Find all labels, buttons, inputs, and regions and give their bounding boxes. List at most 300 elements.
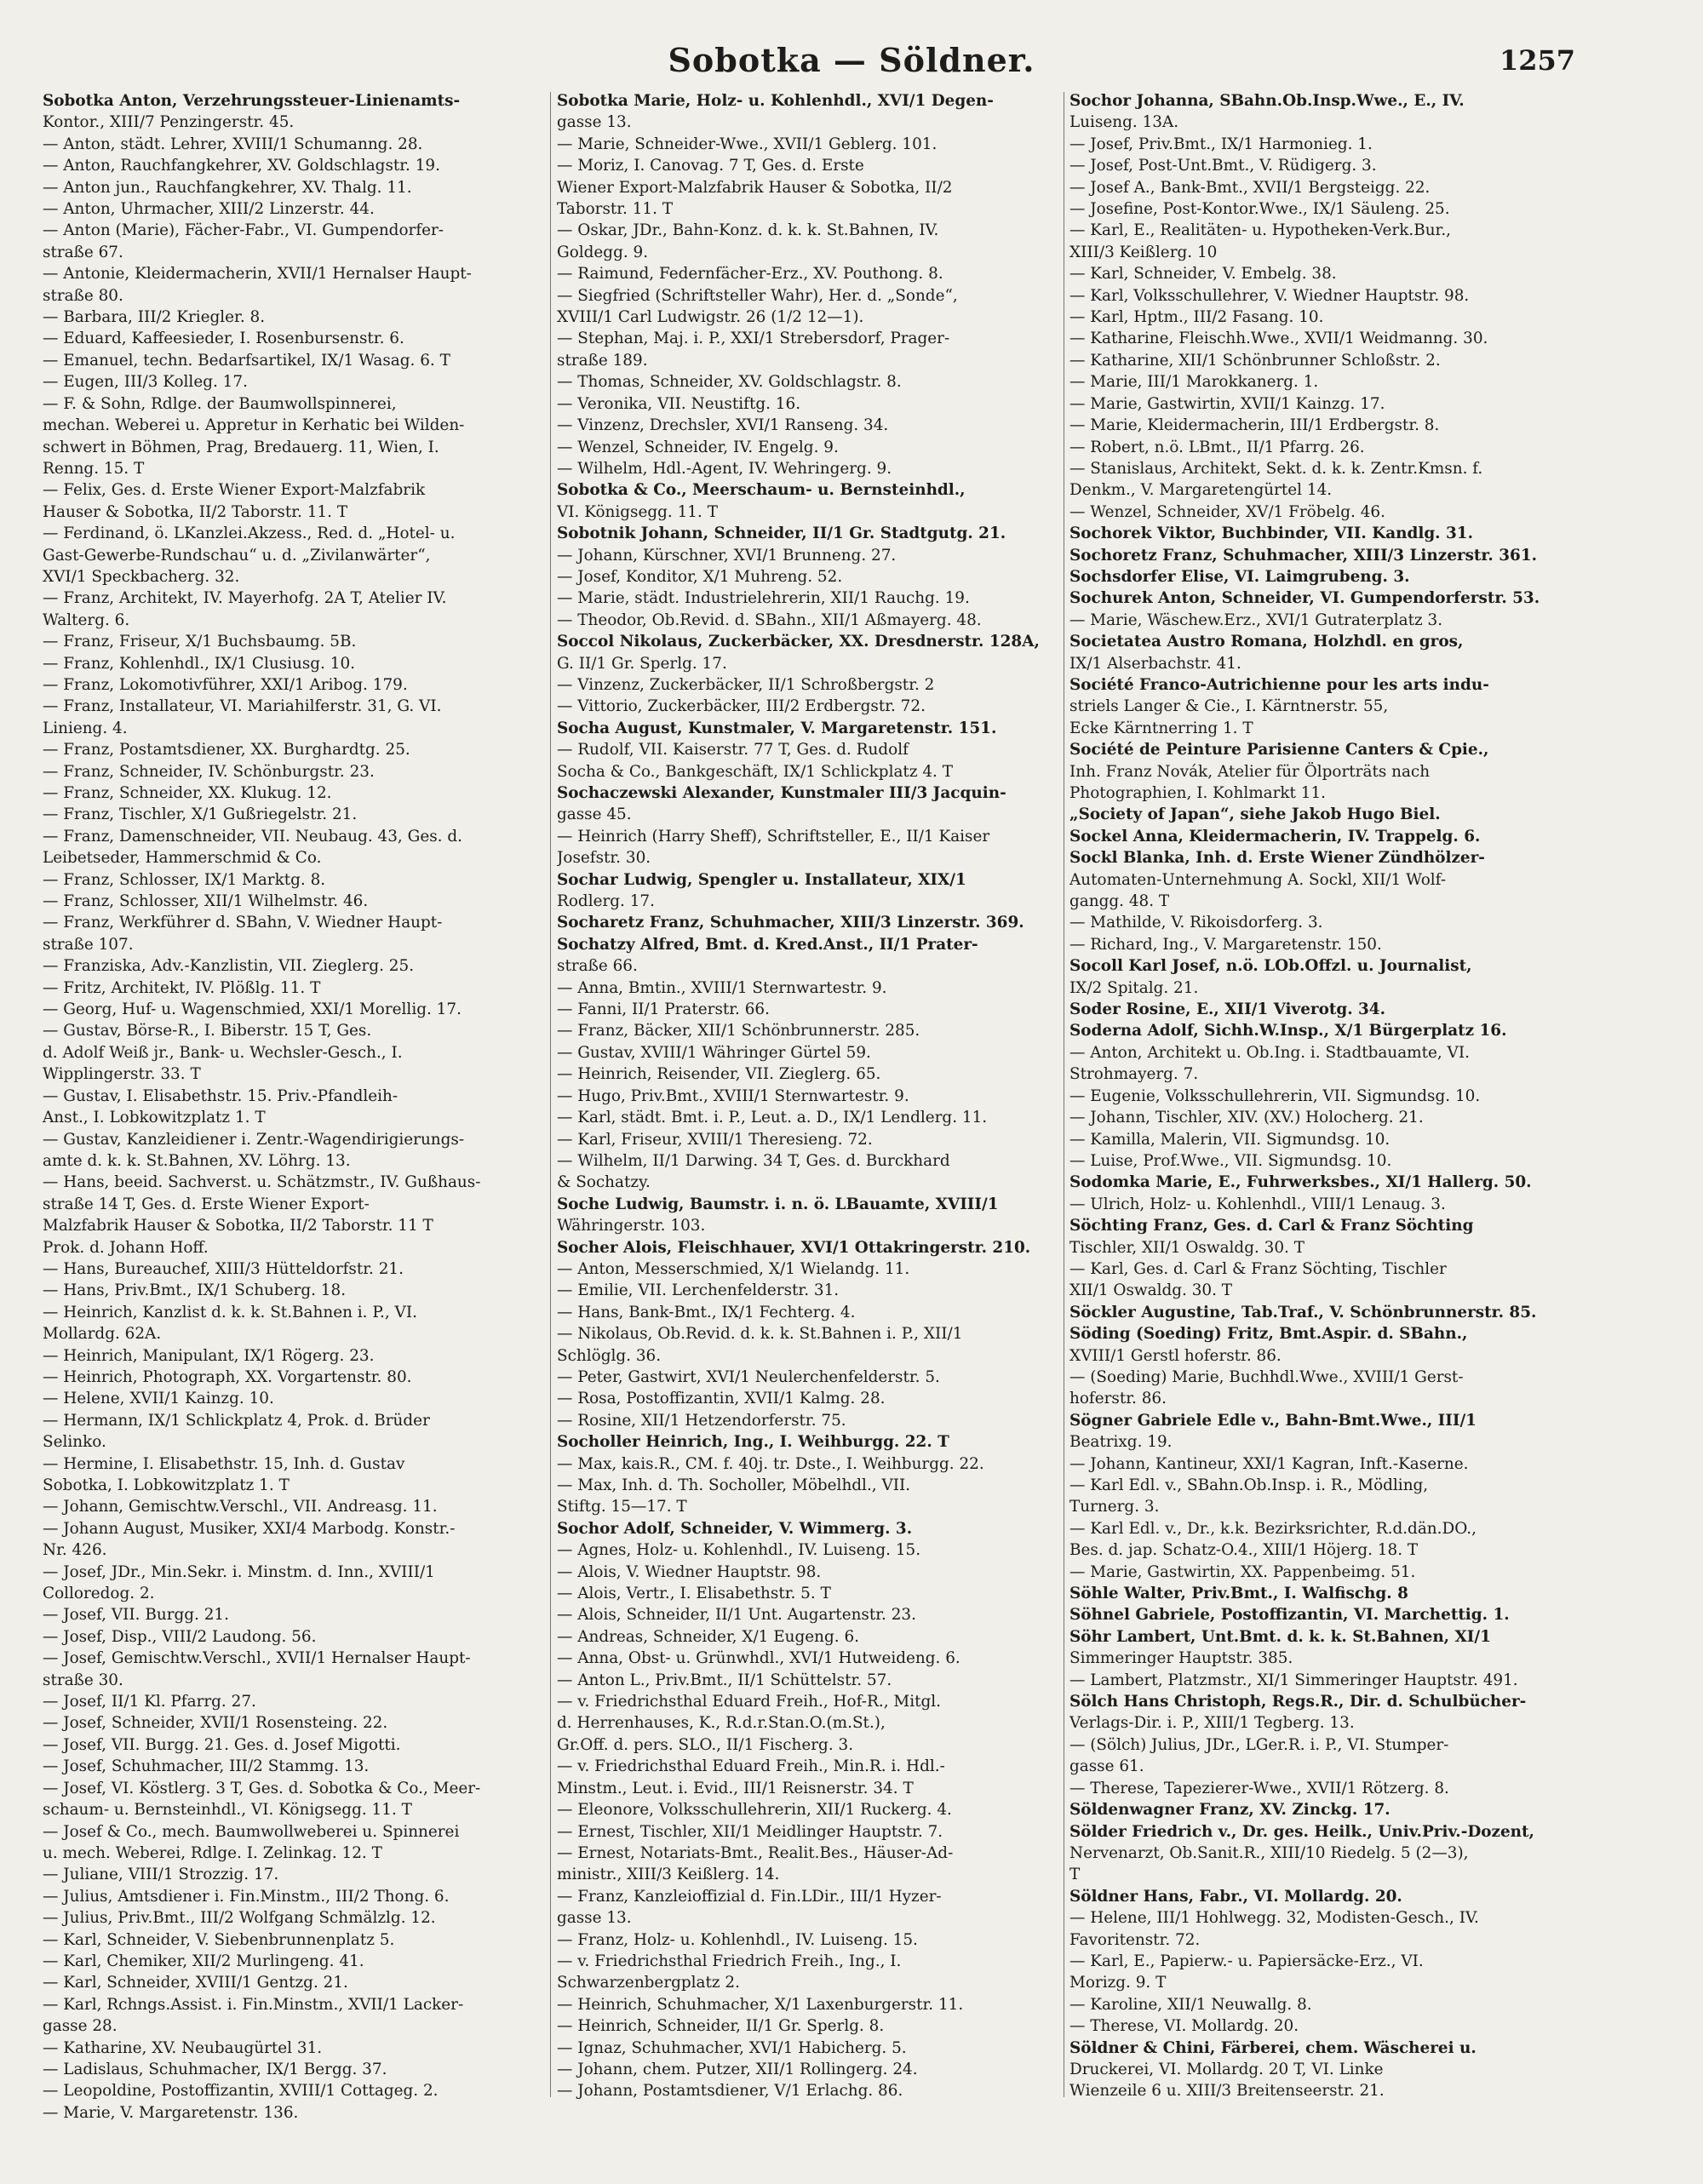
directory-entry	[557, 1302, 1061, 1323]
entry-line: — Katharine, XII/1 Schönbrunner Schloßstr. 2.	[1069, 351, 1441, 370]
entry-line: Sodomka Marie, E., Fuhrwerksbes., XI/1 Hallerg. 50.	[1069, 1173, 1532, 1192]
entry-line: Sobotnik Johann, Schneider, II/1 Gr. Stadtgutg. 21.	[557, 525, 1006, 543]
entry-line: Denkm., V. Margaretengürtel 14.	[1069, 481, 1333, 500]
directory-entry	[43, 177, 547, 198]
directory-entry	[557, 674, 1061, 696]
entry-line: Luiseng. 13A.	[1069, 113, 1179, 132]
entry-line: — Karl, Schneider, V. Siebenbrunnenplatz 5.	[43, 1930, 395, 1949]
directory-entry	[557, 328, 1061, 371]
directory-entry	[557, 1323, 1061, 1367]
directory-entry	[1069, 999, 1574, 1020]
entry-line: — Franz, Schneider, IV. Schönburgstr. 23.	[43, 762, 375, 781]
entry-line: XVI/1 Speckbacherg. 32.	[43, 567, 240, 586]
entry-line: — Emanuel, techn. Bedarfsartikel, IX/1 Wasag. 6. T	[43, 351, 450, 370]
entry-line: — Karl, Rchngs.Assist. i. Fin.Minstm., XVII/1 Lacker-	[43, 1995, 464, 2014]
directory-entry	[557, 479, 1061, 523]
entry-line: — Kamilla, Malerin, VII. Sigmundsg. 10.	[1069, 1130, 1390, 1149]
directory-entry	[1069, 307, 1574, 328]
entry-line: Société Franco-Autrichienne pour les arts indu-	[1069, 675, 1489, 694]
entry-line: — Julius, Priv.Bmt., III/2 Wolfgang Schmälzlg. 12.	[43, 1909, 436, 1928]
entry-line: — Siegfried (Schriftsteller Wahr), Her. d. „Sonde“,	[557, 286, 958, 305]
entry-line: gasse 13.	[557, 1909, 632, 1928]
directory-entry	[1069, 1215, 1574, 1258]
directory-entry	[1069, 134, 1574, 155]
entry-line: — Franz, Architekt, IV. Mayerhofg. 2A T, Atelier IV.	[43, 589, 447, 608]
entry-line: — Anton, Architekt u. Ob.Ing. i. Stadtbauamte, VI.	[1069, 1043, 1470, 1062]
entry-line: Societatea Austro Romana, Holzhdl. en gros,	[1069, 633, 1464, 651]
directory-entry	[1069, 1410, 1574, 1453]
directory-entry	[557, 523, 1061, 544]
directory-column-2	[557, 90, 1061, 2102]
directory-entry	[43, 1258, 547, 1280]
directory-entry	[557, 782, 1061, 826]
entry-line: T	[1069, 1866, 1081, 1884]
directory-entry	[1069, 1562, 1574, 1583]
entry-line: — Rosine, XII/1 Hetzendorferstr. 75.	[557, 1411, 846, 1430]
directory-entry	[1069, 1734, 1574, 1778]
entry-line: — Alois, Vertr., I. Elisabethstr. 5. T	[557, 1585, 831, 1603]
entry-line: — Eduard, Kaffeesieder, I. Rosenbursenstr. 6.	[43, 330, 404, 348]
entry-line: — Ernest, Tischler, XII/1 Meidlinger Hauptstr. 7.	[557, 1822, 943, 1841]
directory-entry	[557, 2038, 1061, 2059]
directory-entry	[43, 739, 547, 760]
directory-entry	[43, 479, 547, 523]
entry-line: Beatrixg. 19.	[1069, 1433, 1173, 1452]
entry-line: Selinko.	[43, 1433, 106, 1452]
entry-line: — Richard, Ing., V. Margaretenstr. 150.	[1069, 935, 1382, 954]
entry-line: Ecke Kärntnerring 1. T	[1069, 719, 1253, 737]
entry-line: IX/2 Spitalg. 21.	[1069, 978, 1199, 997]
directory-entry	[557, 1367, 1061, 1388]
directory-entry	[43, 1994, 547, 2038]
entry-line: Sochurek Anton, Schneider, VI. Gumpendorferstr. 53.	[1069, 589, 1540, 608]
directory-entry	[43, 1648, 547, 1691]
column-divider	[550, 92, 551, 2097]
directory-entry	[43, 1086, 547, 1129]
directory-entry	[43, 1172, 547, 1258]
entry-line: — Franz, Friseur, X/1 Buchsbaumg. 5B.	[43, 633, 357, 651]
entry-line: — Franz, Damenschneider, VII. Neubaug. 43, Ges. d.	[43, 827, 462, 846]
entry-line: — Hans, Bank-Bmt., IX/1 Fechterg. 4.	[557, 1303, 856, 1321]
entry-line: gasse 13.	[557, 113, 632, 132]
entry-line: XII/1 Oswaldg. 30. T	[1069, 1281, 1233, 1300]
entry-line: gangg. 48. T	[1069, 892, 1170, 911]
entry-line: gasse 61.	[1069, 1757, 1144, 1776]
directory-entry	[557, 1129, 1061, 1150]
entry-line: Leibetseder, Hammerschmid & Co.	[43, 849, 322, 868]
directory-entry	[43, 1280, 547, 1301]
entry-line: — Karl, Schneider, XVIII/1 Gentzg. 21.	[43, 1974, 348, 1992]
entry-line: Wiener Export-Malzfabrik Hauser & Sobotka, II/2	[557, 178, 953, 197]
directory-entry	[557, 1237, 1061, 1258]
entry-line: — Peter, Gastwirt, XVI/1 Neulerchenfelderstr. 5.	[557, 1367, 940, 1386]
entry-line: — Karl, Volksschullehrer, V. Wiedner Hauptstr. 98.	[1069, 286, 1470, 305]
directory-entry	[557, 1539, 1061, 1561]
directory-entry	[1069, 1670, 1574, 1691]
entry-line: — Karoline, XII/1 Neuwallg. 8.	[1069, 1995, 1312, 2014]
entry-line: — Rudolf, VII. Kaiserstr. 77 T, Ges. d. Rudolf	[557, 741, 909, 760]
entry-line: — Rosa, Postoffizantin, XVII/1 Kalmg. 28.	[557, 1390, 886, 1408]
entry-line: — v. Friedrichsthal Eduard Freih., Hof-R., Mitgl.	[557, 1693, 941, 1711]
entry-line: — Josef, II/1 Kl. Pfarrg. 27.	[43, 1693, 256, 1711]
directory-entry	[43, 1302, 547, 1345]
entry-line: Kontor., XIII/7 Penzingerstr. 45.	[43, 113, 295, 132]
entry-line: Malzfabrik Hauser & Sobotka, II/2 Taborstr. 11 T	[43, 1217, 433, 1235]
entry-line: Société de Peinture Parisienne Canters & Cpie.,	[1069, 741, 1489, 760]
directory-entry	[1069, 1453, 1574, 1475]
entry-line: — Vinzenz, Zuckerbäcker, II/1 Schroßbergstr. 2	[557, 675, 935, 694]
directory-entry	[43, 1345, 547, 1367]
directory-entry	[43, 869, 547, 891]
entry-line: — Johann August, Musiker, XXI/4 Marbodg. Konstr.-	[43, 1519, 456, 1538]
directory-entry	[1069, 1194, 1574, 1215]
entry-line: — Max, Inh. d. Th. Socholler, Möbelhdl., VII.	[557, 1476, 911, 1494]
entry-line: — Hermann, IX/1 Schlickplatz 4, Prok. d. Brüder	[43, 1411, 430, 1430]
entry-line: — Karl, E., Realitäten- u. Hypotheken-Verk.Bur.,	[1069, 221, 1452, 240]
entry-line: u. mech. Weberei, Rdlge. I. Zelinkag. 12. T	[43, 1843, 382, 1862]
directory-entry	[43, 674, 547, 696]
entry-line: — Robert, n.ö. LBmt., II/1 Pfarrg. 26.	[1069, 438, 1365, 456]
directory-entry	[43, 1626, 547, 1648]
entry-line: — Anton jun., Rauchfangkehrer, XV. Thalg. 11.	[43, 178, 412, 197]
entry-line: — Wilhelm, Hdl.-Agent, IV. Wehringerg. 9.	[557, 459, 892, 478]
directory-entry	[43, 523, 547, 588]
directory-entry	[1069, 739, 1574, 804]
directory-entry	[1069, 1583, 1574, 1604]
entry-line: VI. Königsegg. 11. T	[557, 502, 718, 521]
entry-line: Sochor Johanna, SBahn.Ob.Insp.Wwe., E., IV.	[1069, 92, 1465, 110]
entry-line: — (Soeding) Marie, Buchhdl.Wwe., XVIII/1 Gerst-	[1069, 1367, 1464, 1386]
entry-line: — Anton (Marie), Fächer-Fabr., VI. Gumpendorfer-	[43, 221, 444, 240]
entry-line: — Heinrich, Kanzlist d. k. k. St.Bahnen i. P., VI.	[43, 1303, 417, 1321]
directory-entry	[557, 1388, 1061, 1409]
entry-line: — Lambert, Platzmstr., XI/1 Simmeringer Hauptstr. 491.	[1069, 1671, 1518, 1689]
directory-entry	[557, 1929, 1061, 1951]
entry-line: Söhnel Gabriele, Postoffizantin, VI. Marchettig. 1.	[1069, 1606, 1510, 1625]
directory-entry	[43, 804, 547, 825]
entry-line: Morizg. 9. T	[1069, 1974, 1167, 1992]
entry-line: Strohmayerg. 7.	[1069, 1065, 1199, 1084]
directory-entry	[1069, 566, 1574, 588]
entry-line: — Josef, Schuhmacher, III/2 Stammg. 13.	[43, 1757, 370, 1776]
directory-entry	[1069, 826, 1574, 847]
directory-entry	[557, 1150, 1061, 1194]
entry-line: Sobotka Marie, Holz- u. Kohlenhdl., XVI/1 Degen-	[557, 92, 994, 110]
directory-entry	[557, 912, 1061, 933]
directory-entry	[1069, 1172, 1574, 1193]
directory-entry	[557, 1086, 1061, 1107]
entry-line: Währingerstr. 103.	[557, 1217, 706, 1235]
entry-line: — Moriz, I. Canovag. 7 T, Ges. d. Erste	[557, 157, 864, 175]
entry-line: — v. Friedrichsthal Eduard Freih., Min.R. i. Hdl.-	[557, 1757, 945, 1776]
directory-entry	[1069, 1951, 1574, 1994]
directory-entry	[1069, 1799, 1574, 1820]
directory-entry	[557, 458, 1061, 479]
directory-entry	[557, 1518, 1061, 1539]
entry-line: — Franz, Schlosser, XII/1 Wilhelmstr. 46.	[43, 892, 369, 911]
directory-entry	[1069, 1691, 1574, 1734]
entry-line: — Karl, Schneider, V. Embelg. 38.	[1069, 265, 1337, 284]
directory-entry	[1069, 220, 1574, 263]
entry-line: — Josef, Konditor, X/1 Muhreng. 52.	[557, 567, 843, 586]
entry-line: Söldner Hans, Fabr., VI. Mollardg. 20.	[1069, 1887, 1402, 1906]
directory-entry	[1069, 177, 1574, 198]
entry-line: — Franz, Schlosser, IX/1 Marktg. 8.	[43, 870, 326, 889]
directory-entry	[43, 1691, 547, 1712]
entry-line: — Fanni, II/1 Praterstr. 66.	[557, 1000, 770, 1019]
entry-line: Socha August, Kunstmaler, V. Margaretenstr. 151.	[557, 719, 997, 737]
directory-entry	[43, 90, 547, 134]
directory-entry	[43, 696, 547, 739]
directory-entry	[557, 1843, 1061, 1886]
directory-entry	[43, 955, 547, 977]
entry-line: — Josef, JDr., Min.Sekr. i. Minstm. d. Inn., XVIII/1	[43, 1562, 435, 1581]
entry-line: — Marie, III/1 Marokkanerg. 1.	[1069, 373, 1319, 392]
directory-entry	[557, 263, 1061, 284]
directory-entry	[43, 371, 547, 393]
entry-line: Tischler, XII/1 Oswaldg. 30. T	[1069, 1238, 1305, 1257]
directory-entry	[557, 1410, 1061, 1431]
entry-line: Josefstr. 30.	[557, 849, 651, 868]
directory-entry	[557, 1886, 1061, 1929]
entry-line: — Franz, Schneider, XX. Klukug. 12.	[43, 784, 332, 802]
entry-line: — Heinrich, Photograph, XX. Vorgartenstr. 80.	[43, 1367, 412, 1386]
entry-line: Sockl Blanka, Inh. d. Erste Wiener Zündhölzer-	[1069, 849, 1485, 868]
directory-entry	[557, 1431, 1061, 1453]
directory-entry	[557, 1951, 1061, 1994]
entry-line: — Josef, VII. Burgg. 21.	[43, 1606, 229, 1625]
directory-entry	[43, 588, 547, 631]
directory-entry	[43, 1821, 547, 1865]
entry-line: amte d. k. k. St.Bahnen, XV. Löhrg. 13.	[43, 1151, 351, 1170]
directory-entry	[557, 155, 1061, 220]
directory-entry	[43, 1367, 547, 1388]
directory-entry	[1069, 610, 1574, 631]
entry-line: — Mathilde, V. Rikoisdorferg. 3.	[1069, 914, 1323, 932]
page-header	[0, 41, 1703, 92]
directory-entry	[1069, 1778, 1574, 1799]
entry-line: Favoritenstr. 72.	[1069, 1930, 1201, 1949]
entry-line: Anst., I. Lobkowitzplatz 1. T	[43, 1109, 266, 1127]
entry-line: — Alois, Schneider, II/1 Unt. Augartenstr. 23.	[557, 1606, 916, 1625]
entry-line: Turnerg. 3.	[1069, 1498, 1160, 1516]
directory-entry	[43, 1712, 547, 1734]
entry-line: Taborstr. 11. T	[557, 200, 674, 219]
entry-line: XIII/3 Keißlerg. 10	[1069, 243, 1218, 261]
directory-entry	[1069, 631, 1574, 674]
entry-line: Söchting Franz, Ges. d. Carl & Franz Söchting	[1069, 1217, 1474, 1235]
directory-entry	[557, 220, 1061, 263]
entry-line: Goldegg. 9.	[557, 243, 649, 261]
entry-line: — Josef, Gemischtw.Verschl., XVII/1 Hernalser Haupt-	[43, 1649, 471, 1668]
entry-line: — Marie, Gastwirtin, XVII/1 Kainzg. 17.	[1069, 394, 1385, 413]
directory-entry	[557, 826, 1061, 869]
directory-entry	[557, 977, 1061, 999]
directory-entry	[43, 263, 547, 307]
entry-line: — Georg, Huf- u. Wagenschmied, XXI/1 Morellig. 17.	[43, 1000, 462, 1019]
entry-line: — Franz, Holz- u. Kohlenhdl., IV. Luiseng. 15.	[557, 1930, 918, 1949]
directory-entry	[557, 90, 1061, 134]
entry-line: d. Adolf Weiß jr., Bank- u. Wechsler-Gesch., I.	[43, 1043, 403, 1062]
entry-line: Hauser & Sobotka, II/2 Taborstr. 11. T	[43, 502, 348, 521]
entry-line: — Johann, chem. Putzer, XII/1 Rollingerg. 24.	[557, 2060, 918, 2078]
directory-entry	[43, 1518, 547, 1562]
directory-entry	[43, 1604, 547, 1625]
entry-line: — Wenzel, Schneider, IV. Engelg. 9.	[557, 438, 839, 456]
entry-line: — Anton, Messerschmied, X/1 Wielandg. 11.	[557, 1259, 910, 1278]
directory-entry	[1069, 912, 1574, 933]
entry-line: — Josef, VI. Köstlerg. 3 T, Ges. d. Sobotka & Co., Meer-	[43, 1779, 481, 1797]
directory-entry	[557, 1604, 1061, 1625]
entry-line: — Karl, Hptm., III/2 Fasang. 10.	[1069, 308, 1324, 327]
entry-line: — Franz, Postamtsdiener, XX. Burghardtg. 25.	[43, 741, 410, 760]
directory-entry	[1069, 847, 1574, 912]
entry-line: — Alois, V. Wiedner Hauptstr. 98.	[557, 1562, 822, 1581]
entry-line: — Franz, Kanzleioffizial d. Fin.LDir., III/1 Hyzer-	[557, 1887, 942, 1906]
directory-entry	[1069, 1367, 1574, 1410]
directory-entry	[557, 588, 1061, 609]
entry-line: — Josef, Disp., VIII/2 Laudong. 56.	[43, 1627, 317, 1646]
directory-entry	[1069, 1086, 1574, 1107]
entry-line: — Antonie, Kleidermacherin, XVII/1 Hernalser Haupt-	[43, 265, 472, 284]
entry-line: Sögner Gabriele Edle v., Bahn-Bmt.Wwe., III/1	[1069, 1411, 1477, 1430]
entry-line: — Agnes, Holz- u. Kohlenhdl., IV. Luiseng. 15.	[557, 1541, 921, 1560]
entry-line: — Franziska, Adv.-Kanzlistin, VII. Zieglerg. 25.	[43, 957, 415, 976]
entry-line: Schwarzenbergplatz 2.	[557, 1974, 740, 1992]
directory-entry	[43, 826, 547, 869]
entry-line: — Hermine, I. Elisabethstr. 15, Inh. d. Gustav	[43, 1454, 405, 1473]
entry-line: Nr. 426.	[43, 1541, 107, 1560]
entry-line: Sölch Hans Christoph, Regs.R., Dir. d. Schulbücher-	[1069, 1693, 1527, 1711]
entry-line: — Barbara, III/2 Kriegler. 8.	[43, 308, 266, 327]
entry-line: — Helene, XVII/1 Kainzg. 10.	[43, 1390, 274, 1408]
entry-line: Automaten-Unternehmung A. Sockl, XII/1 Wolf-	[1069, 870, 1447, 889]
directory-entry	[557, 1453, 1061, 1475]
entry-line: — Wenzel, Schneider, XV/1 Fröbelg. 46.	[1069, 502, 1385, 521]
entry-line: — Marie, Gastwirtin, XX. Pappenbeimg. 51.	[1069, 1562, 1416, 1581]
entry-line: striels Langer & Cie., I. Kärntnerstr. 55,	[1069, 697, 1389, 716]
entry-line: hoferstr. 86.	[1069, 1390, 1167, 1408]
entry-line: — Fritz, Architekt, IV. Plößlg. 11. T	[43, 978, 321, 997]
directory-entry	[557, 1020, 1061, 1041]
entry-line: — Johann, Kürschner, XVI/1 Brunneng. 27.	[557, 546, 897, 565]
directory-entry	[557, 2015, 1061, 2037]
entry-line: — Anton L., Priv.Bmt., II/1 Schüttelstr. 57.	[557, 1671, 892, 1689]
entry-line: Socoll Karl Josef, n.ö. LOb.Offzl. u. Journalist,	[1069, 957, 1472, 976]
entry-line: — F. & Sohn, Rdlge. der Baumwollspinnerei,	[43, 394, 397, 413]
directory-entry	[557, 415, 1061, 436]
directory-entry	[557, 631, 1061, 674]
directory-entry	[1069, 804, 1574, 825]
entry-line: Sölder Friedrich v., Dr. ges. Heilk., Univ.Priv.-Dozent,	[1069, 1822, 1534, 1841]
directory-entry	[1069, 545, 1574, 566]
directory-entry	[1069, 1604, 1574, 1625]
entry-line: gasse 28.	[43, 2017, 118, 2036]
entry-line: Söding (Soeding) Fritz, Bmt.Aspir. d. SBahn.,	[1069, 1325, 1468, 1344]
entry-line: — Franz, Lokomotivführer, XXI/1 Aribog. 179.	[43, 675, 408, 694]
entry-line: — Wilhelm, II/1 Darwing. 34 T, Ges. d. Burckhard	[557, 1151, 950, 1170]
directory-entry	[43, 2059, 547, 2080]
entry-line: — Josef, Priv.Bmt., IX/1 Harmonieg. 1.	[1069, 135, 1373, 153]
directory-entry	[557, 869, 1061, 913]
directory-entry	[557, 739, 1061, 782]
entry-line: — Josef, Schneider, XVII/1 Rosensteing. 22.	[43, 1714, 388, 1733]
entry-line: Söhr Lambert, Unt.Bmt. d. k. k. St.Bahnen, XI/1	[1069, 1627, 1491, 1646]
directory-entry	[557, 1258, 1061, 1280]
entry-line: — Josef & Co., mech. Baumwollweberei u. Spinnerei	[43, 1822, 460, 1841]
directory-entry	[557, 718, 1061, 739]
entry-line: — Heinrich, Manipulant, IX/1 Rögerg. 23.	[43, 1346, 375, 1365]
entry-line: — Karl Edl. v., SBahn.Ob.Insp. i. R., Mödling,	[1069, 1476, 1429, 1494]
entry-line: & Sochatzy.	[557, 1173, 651, 1192]
entry-line: — Ernest, Notariats-Bmt., Realit.Bes., Häuser-Ad-	[557, 1843, 954, 1862]
directory-entry	[557, 999, 1061, 1020]
directory-entry	[1069, 1323, 1574, 1367]
directory-entry	[43, 1734, 547, 1756]
entry-line: — Julius, Amtsdiener i. Fin.Minstm., III/2 Thong. 6.	[43, 1887, 450, 1906]
entry-line: Wipplingerstr. 33. T	[43, 1065, 201, 1084]
entry-line: straße 30.	[43, 1671, 123, 1689]
entry-line: Sochor Adolf, Schneider, V. Wimmerg. 3.	[557, 1519, 913, 1538]
entry-line: — Anton, städt. Lehrer, XVIII/1 Schumanng. 28.	[43, 135, 423, 153]
entry-line: ministr., XIII/3 Keißlerg. 14.	[557, 1866, 780, 1884]
directory-entry	[557, 934, 1061, 977]
entry-line: — Eugen, III/3 Kolleg. 17.	[43, 373, 248, 392]
entry-line: — Hugo, Priv.Bmt., XVIII/1 Sternwartestr. 9.	[557, 1086, 909, 1105]
directory-entry	[43, 891, 547, 912]
entry-line: Walterg. 6.	[43, 610, 130, 629]
entry-line: — Hans, Priv.Bmt., IX/1 Schuberg. 18.	[43, 1281, 347, 1300]
directory-entry	[43, 1496, 547, 1517]
entry-line: gasse 45.	[557, 805, 632, 824]
page-title: Sobotka — Söldner.	[668, 41, 1035, 79]
entry-line: — Heinrich, Schneider, II/1 Gr. Sperlg. 8.	[557, 2017, 885, 2036]
entry-line: — Vittorio, Zuckerbäcker, III/2 Erdbergstr. 72.	[557, 697, 926, 716]
entry-line: Wienzeile 6 u. XIII/3 Breitenseerstr. 21.	[1069, 2082, 1385, 2101]
directory-entry	[557, 1562, 1061, 1583]
entry-line: — Franz, Kohlenhdl., IX/1 Clusiusg. 10.	[43, 654, 355, 673]
directory-entry	[1069, 1907, 1574, 1951]
directory-entry	[1069, 328, 1574, 349]
directory-entry	[1069, 458, 1574, 502]
entry-line: — Hans, beeid. Sachverst. u. Schätzmstr., IV. Gußhaus-	[43, 1173, 481, 1192]
entry-line: — Andreas, Schneider, X/1 Eugeng. 6.	[557, 1627, 859, 1646]
entry-line: — (Sölch) Julius, JDr., LGer.R. i. P., VI. Stumper-	[1069, 1735, 1449, 1754]
directory-entry	[557, 285, 1061, 329]
directory-entry	[1069, 2038, 1574, 2102]
directory-column-1	[43, 90, 547, 2124]
entry-line: IX/1 Alserbachstr. 41.	[1069, 654, 1241, 673]
entry-line: — Juliane, VIII/1 Strozzig. 17.	[43, 1866, 279, 1884]
directory-entry	[1069, 1994, 1574, 2015]
entry-line: — Marie, V. Margaretenstr. 136.	[43, 2103, 299, 2122]
entry-line: schaum- u. Bernsteinhdl., VI. Königsegg. 11. T	[43, 1801, 412, 1820]
directory-entry	[1069, 523, 1574, 544]
page-number: 1257	[1499, 44, 1575, 77]
entry-line: — Karl, E., Papierw.- u. Papiersäcke-Erz., VI.	[1069, 1952, 1424, 1970]
entry-line: — Katharine, XV. Neubaugürtel 31.	[43, 2038, 323, 2057]
entry-line: Socharetz Franz, Schuhmacher, XIII/3 Linzerstr. 369.	[557, 914, 1024, 932]
directory-entry	[557, 1648, 1061, 1669]
entry-line: Renng. 15. T	[43, 459, 145, 478]
directory-entry	[1069, 393, 1574, 415]
directory-entry	[43, 198, 547, 220]
directory-entry	[1069, 1626, 1574, 1670]
directory-entry	[1069, 1107, 1574, 1128]
directory-entry	[43, 1129, 547, 1172]
directory-column-3	[1069, 90, 1574, 2102]
entry-line: — Josef, VII. Burgg. 21. Ges. d. Josef Migotti.	[43, 1735, 401, 1754]
